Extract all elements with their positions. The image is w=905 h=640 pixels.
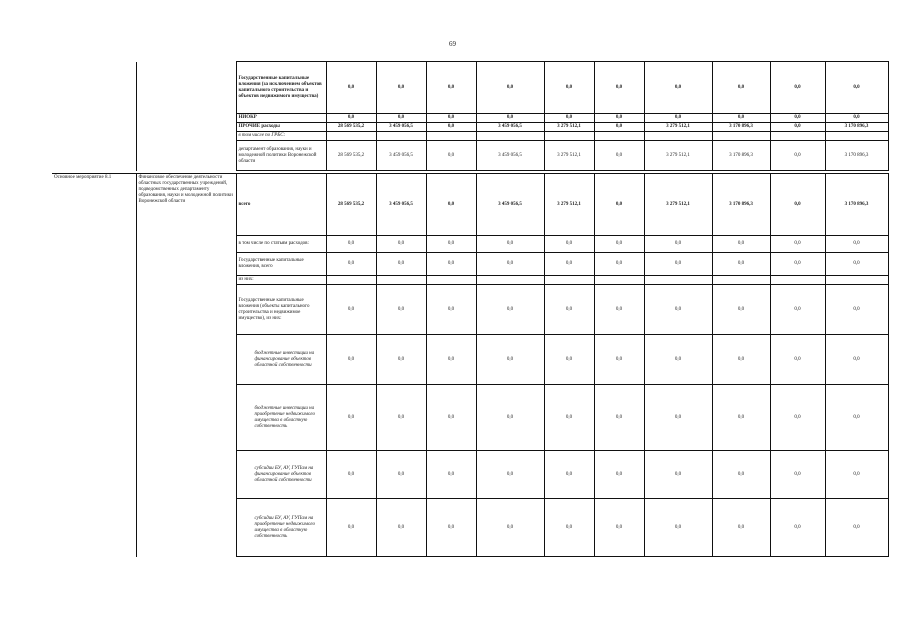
value-cell: 0,0 xyxy=(594,123,644,132)
value-cell: 3 279 512,1 xyxy=(544,141,594,171)
value-cell: 0,0 xyxy=(376,285,426,335)
value-cell: 0,0 xyxy=(712,62,770,114)
value-cell xyxy=(770,132,825,141)
value-cell: 0,0 xyxy=(376,114,426,123)
program-code-column-blank xyxy=(52,62,136,171)
value-cell: 0,0 xyxy=(825,114,888,123)
value-cell: 3 279 512,1 xyxy=(544,174,594,236)
value-cell: 0,0 xyxy=(544,236,594,253)
value-cell: 0,0 xyxy=(594,285,644,335)
value-cell: 0,0 xyxy=(825,285,888,335)
value-cell: 3 459 056,5 xyxy=(376,174,426,236)
row-label: из них: xyxy=(236,276,326,285)
value-cell: 3 279 512,1 xyxy=(644,141,712,171)
value-cell: 0,0 xyxy=(594,253,644,276)
value-cell: 0,0 xyxy=(544,285,594,335)
value-cell: 0,0 xyxy=(426,385,476,451)
value-cell: 0,0 xyxy=(376,385,426,451)
value-cell: 0,0 xyxy=(426,335,476,385)
value-cell: 0,0 xyxy=(712,253,770,276)
value-cell: 0,0 xyxy=(326,114,376,123)
value-cell xyxy=(426,132,476,141)
value-cell: 0,0 xyxy=(426,62,476,114)
row-label: субсидии БУ, АУ, ГУПам на финансирование объектов областной собственности xyxy=(236,451,326,499)
value-cell xyxy=(376,132,426,141)
value-cell: 0,0 xyxy=(825,236,888,253)
value-cell: 0,0 xyxy=(770,236,825,253)
value-cell xyxy=(476,132,544,141)
value-cell: 3 279 512,1 xyxy=(644,123,712,132)
value-cell: 3 170 896,3 xyxy=(712,123,770,132)
value-cell xyxy=(594,276,644,285)
value-cell: 0,0 xyxy=(712,236,770,253)
value-cell: 0,0 xyxy=(825,385,888,451)
value-cell: 0,0 xyxy=(644,236,712,253)
value-cell: 28 569 535,2 xyxy=(326,174,376,236)
value-cell: 0,0 xyxy=(426,123,476,132)
value-cell xyxy=(644,132,712,141)
row-label: Государственные капитальные вложения (за исключением объектов капитального строительства и объектов недвижимого имущества) xyxy=(236,62,326,114)
value-cell xyxy=(326,276,376,285)
value-cell: 0,0 xyxy=(825,335,888,385)
value-cell: 0,0 xyxy=(712,285,770,335)
value-cell: 0,0 xyxy=(594,335,644,385)
value-cell: 0,0 xyxy=(426,236,476,253)
row-label: департамент образования, науки и молодежной политики Воронежской области xyxy=(236,141,326,171)
value-cell xyxy=(426,276,476,285)
value-cell: 0,0 xyxy=(825,499,888,557)
value-cell: 0,0 xyxy=(476,499,544,557)
value-cell: 0,0 xyxy=(426,174,476,236)
value-cell: 0,0 xyxy=(594,174,644,236)
value-cell: 0,0 xyxy=(476,451,544,499)
value-cell: 0,0 xyxy=(426,451,476,499)
value-cell: 0,0 xyxy=(825,62,888,114)
value-cell: 0,0 xyxy=(376,451,426,499)
value-cell: 0,0 xyxy=(594,114,644,123)
value-cell: 0,0 xyxy=(544,385,594,451)
value-cell: 0,0 xyxy=(594,141,644,171)
value-cell: 0,0 xyxy=(544,253,594,276)
row-label: бюджетные инвестиции на финансирование объектов областной собственности xyxy=(236,335,326,385)
value-cell: 0,0 xyxy=(326,236,376,253)
value-cell: 0,0 xyxy=(376,253,426,276)
value-cell: 3 459 056,5 xyxy=(476,141,544,171)
value-cell: 0,0 xyxy=(544,114,594,123)
value-cell: 3 459 056,5 xyxy=(376,123,426,132)
value-cell: 0,0 xyxy=(825,451,888,499)
value-cell: 0,0 xyxy=(476,385,544,451)
value-cell: 0,0 xyxy=(544,335,594,385)
value-cell: 3 170 896,3 xyxy=(825,141,888,171)
value-cell: 0,0 xyxy=(644,335,712,385)
value-cell: 0,0 xyxy=(476,236,544,253)
value-cell: 0,0 xyxy=(376,236,426,253)
table-body xyxy=(52,62,888,557)
value-cell: 0,0 xyxy=(544,451,594,499)
value-cell xyxy=(770,276,825,285)
row-label: субсидии БУ, АУ, ГУПам на приобретение недвижимого имущества в областную собственность xyxy=(236,499,326,557)
value-cell: 3 459 056,5 xyxy=(476,123,544,132)
value-cell: 0,0 xyxy=(594,499,644,557)
program-name-column-blank xyxy=(136,62,236,171)
value-cell: 3 170 896,3 xyxy=(712,174,770,236)
value-cell: 0,0 xyxy=(326,499,376,557)
value-cell: 0,0 xyxy=(644,62,712,114)
value-cell: 0,0 xyxy=(544,499,594,557)
row-label: ПРОЧИЕ расходы xyxy=(236,123,326,132)
value-cell: 0,0 xyxy=(476,335,544,385)
value-cell: 0,0 xyxy=(644,499,712,557)
row-label: в том числе по ГРБС: xyxy=(236,132,326,141)
table-row xyxy=(52,174,888,236)
value-cell: 0,0 xyxy=(326,385,376,451)
value-cell: 0,0 xyxy=(770,253,825,276)
value-cell: 3 170 896,3 xyxy=(712,141,770,171)
value-cell: 0,0 xyxy=(544,62,594,114)
value-cell: 0,0 xyxy=(426,141,476,171)
value-cell: 3 459 056,5 xyxy=(476,174,544,236)
value-cell xyxy=(712,276,770,285)
value-cell: 0,0 xyxy=(712,385,770,451)
value-cell: 0,0 xyxy=(644,253,712,276)
value-cell: 0,0 xyxy=(426,285,476,335)
value-cell: 0,0 xyxy=(712,499,770,557)
value-cell: 0,0 xyxy=(770,499,825,557)
value-cell: 0,0 xyxy=(770,285,825,335)
value-cell: 0,0 xyxy=(770,451,825,499)
value-cell: 3 279 512,1 xyxy=(544,123,594,132)
value-cell: 0,0 xyxy=(326,451,376,499)
program-code: Основное мероприятие 8.1 xyxy=(52,174,136,557)
value-cell: 0,0 xyxy=(825,253,888,276)
value-cell: 0,0 xyxy=(376,335,426,385)
value-cell: 3 170 896,3 xyxy=(825,174,888,236)
value-cell: 0,0 xyxy=(476,62,544,114)
value-cell: 0,0 xyxy=(770,123,825,132)
value-cell: 0,0 xyxy=(770,62,825,114)
value-cell: 0,0 xyxy=(376,499,426,557)
value-cell: 0,0 xyxy=(644,385,712,451)
value-cell: 0,0 xyxy=(770,174,825,236)
value-cell: 0,0 xyxy=(712,451,770,499)
value-cell: 0,0 xyxy=(770,114,825,123)
value-cell: 0,0 xyxy=(426,114,476,123)
value-cell: 0,0 xyxy=(426,499,476,557)
value-cell: 28 569 535,2 xyxy=(326,141,376,171)
value-cell: 0,0 xyxy=(376,62,426,114)
value-cell: 0,0 xyxy=(326,253,376,276)
value-cell: 0,0 xyxy=(770,385,825,451)
value-cell xyxy=(712,132,770,141)
value-cell xyxy=(825,276,888,285)
budget-table xyxy=(52,61,889,557)
page-number: 69 xyxy=(449,40,456,48)
value-cell: 0,0 xyxy=(476,114,544,123)
row-label: всего xyxy=(236,174,326,236)
value-cell: 0,0 xyxy=(644,114,712,123)
value-cell: 0,0 xyxy=(476,253,544,276)
value-cell: 0,0 xyxy=(770,141,825,171)
value-cell: 3 170 896,3 xyxy=(825,123,888,132)
value-cell: 0,0 xyxy=(644,451,712,499)
value-cell xyxy=(376,276,426,285)
value-cell xyxy=(644,276,712,285)
row-label: НИОКР xyxy=(236,114,326,123)
value-cell: 0,0 xyxy=(326,285,376,335)
value-cell: 0,0 xyxy=(326,335,376,385)
value-cell: 3 279 512,1 xyxy=(644,174,712,236)
row-label: в том числе по статьям расходов: xyxy=(236,236,326,253)
row-label: бюджетные инвестиции на приобретение недвижимого имущества в областную собственность xyxy=(236,385,326,451)
row-label: Государственные капитальные вложения, всего xyxy=(236,253,326,276)
value-cell: 0,0 xyxy=(326,62,376,114)
value-cell: 0,0 xyxy=(594,62,644,114)
value-cell: 3 459 056,5 xyxy=(376,141,426,171)
value-cell: 0,0 xyxy=(476,285,544,335)
program-name: Финансовое обеспечение деятельности областных государственных учреждений, подведомственных департаменту образования, науки и молодежной политики Воронежской области xyxy=(136,174,236,557)
value-cell: 0,0 xyxy=(644,285,712,335)
value-cell: 0,0 xyxy=(426,253,476,276)
row-label: Государственные капитальные вложения (объекты капитального строительства и недвижимое имущество), из них: xyxy=(236,285,326,335)
value-cell: 0,0 xyxy=(712,335,770,385)
value-cell xyxy=(476,276,544,285)
value-cell: 0,0 xyxy=(712,114,770,123)
value-cell: 0,0 xyxy=(770,335,825,385)
value-cell xyxy=(544,132,594,141)
value-cell xyxy=(825,132,888,141)
value-cell xyxy=(594,132,644,141)
value-cell: 0,0 xyxy=(594,451,644,499)
value-cell: 0,0 xyxy=(594,385,644,451)
value-cell: 28 569 535,2 xyxy=(326,123,376,132)
value-cell: 0,0 xyxy=(594,236,644,253)
value-cell xyxy=(326,132,376,141)
table-row xyxy=(52,62,888,114)
value-cell xyxy=(544,276,594,285)
